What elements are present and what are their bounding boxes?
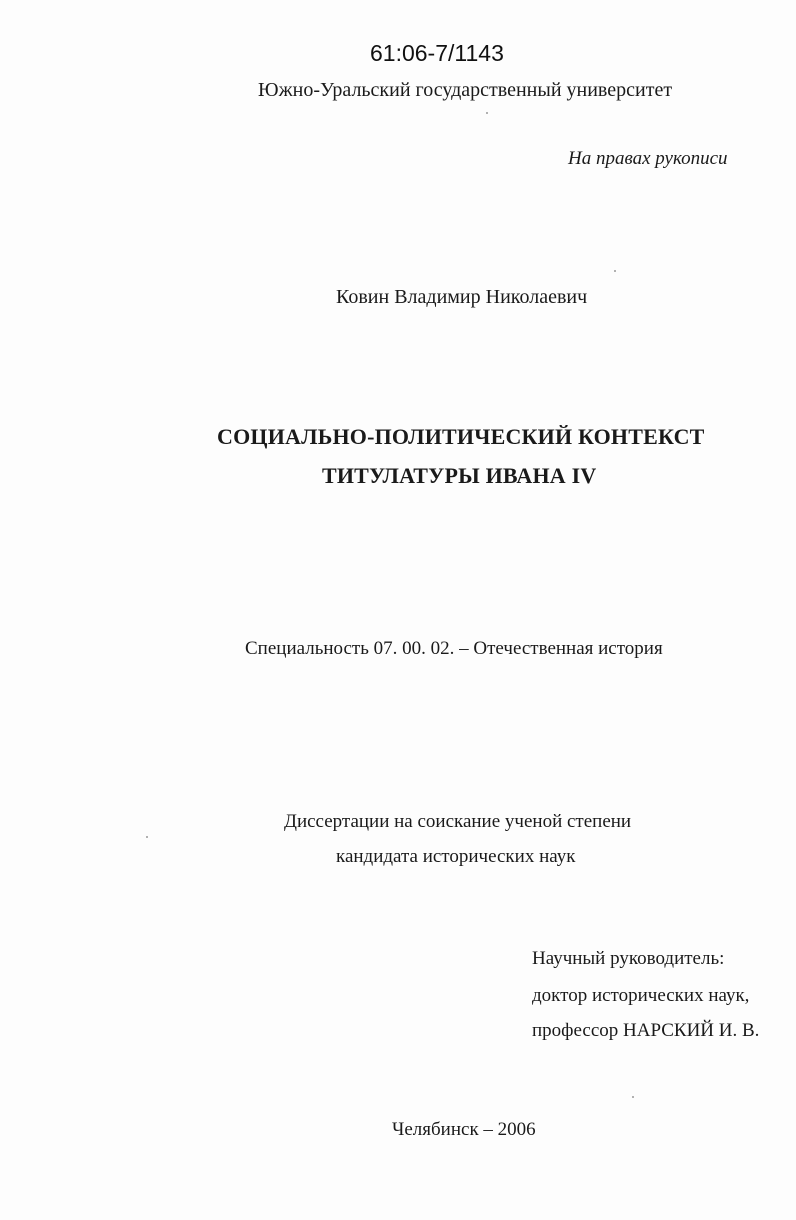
scan-speck (632, 1096, 634, 1098)
specialty-line: Специальность 07. 00. 02. – Отечественная история (245, 638, 663, 659)
degree-line-1: Диссертации на соискание ученой степени (284, 811, 632, 832)
author-name: Ковин Владимир Николаевич (336, 286, 588, 308)
archive-code: 61:06-7/1143 (370, 40, 504, 66)
manuscript-note: На правах рукописи (568, 148, 728, 169)
scan-speck (614, 270, 616, 272)
scan-speck (486, 112, 488, 114)
degree-line-2: кандидата исторических наук (336, 846, 576, 867)
scan-speck (146, 836, 148, 838)
supervisor-degree: доктор исторических наук, (532, 985, 750, 1006)
supervisor-name: профессор НАРСКИЙ И. В. (532, 1020, 760, 1041)
place-and-year: Челябинск – 2006 (392, 1119, 536, 1140)
university-name: Южно-Уральский государственный университет (258, 79, 673, 101)
dissertation-title-line-2: ТИТУЛАТУРЫ ИВАНА IV (322, 463, 597, 488)
supervisor-label: Научный руководитель: (532, 948, 725, 969)
dissertation-title-line-1: СОЦИАЛЬНО-ПОЛИТИЧЕСКИЙ КОНТЕКСТ (217, 424, 705, 449)
